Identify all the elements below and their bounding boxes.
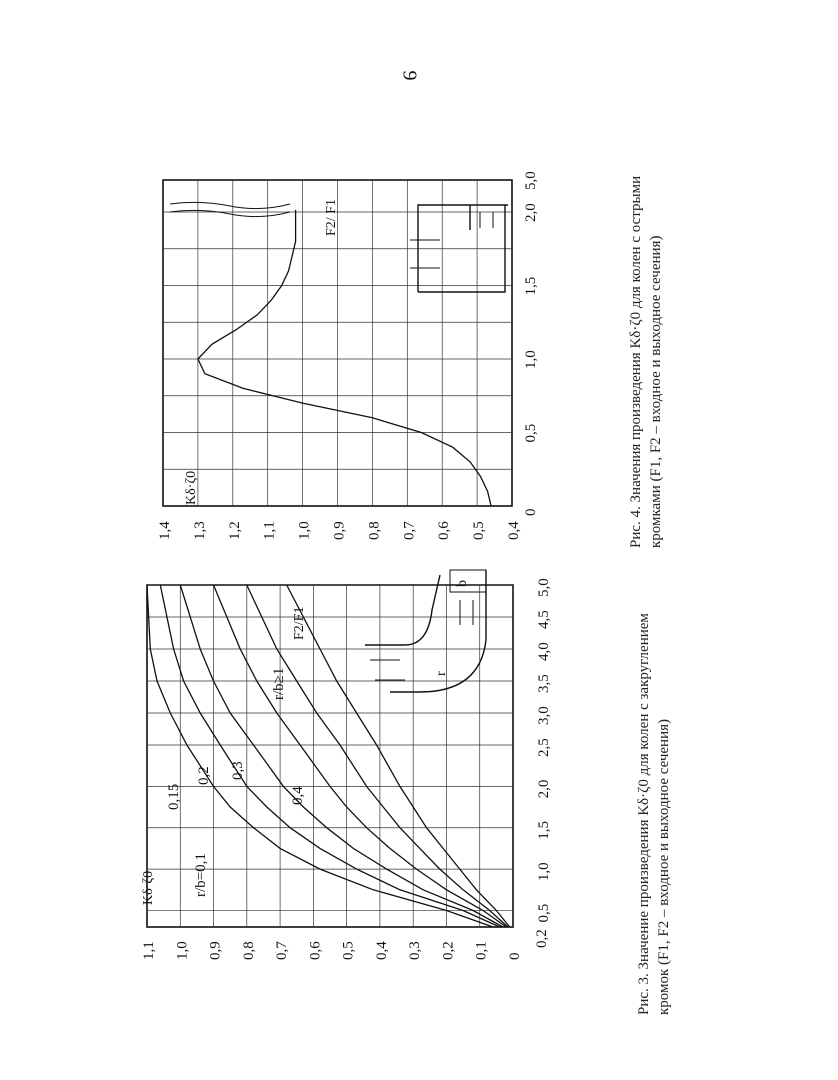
figure-3-y-tick: 0 (507, 952, 523, 960)
figure-4-y-tick: 0,6 (436, 521, 453, 540)
figure-3-y-tick-labels (141, 929, 550, 960)
figure-3-y-tick: 1,1 (141, 941, 157, 960)
figure-4-y-tick: 1,3 (191, 521, 208, 540)
figure-3-y-tick: 0,8 (240, 941, 257, 960)
figure-3-series-label: 0,3 (230, 761, 246, 780)
figure-3-y-tick: 0,1 (473, 941, 490, 960)
figure-4-chart (157, 171, 539, 540)
figure-3-corner-tick: 0,2 (534, 929, 550, 948)
figure-3-y-tick: 0,5 (340, 941, 357, 960)
figure-3-x-tick: 4,5 (536, 610, 552, 629)
figure-3-series-line (214, 585, 507, 927)
figure-3-series-line (180, 585, 503, 927)
figure-3-y-tick: 0,3 (407, 941, 424, 960)
figure-3-x-tick-labels (536, 578, 552, 922)
figure-4-x-tick: 0,5 (523, 423, 539, 443)
figure-3-x-tick: 0,5 (536, 903, 552, 923)
figure-3-chart (141, 570, 552, 960)
figure-4-y-tick: 0,7 (401, 521, 418, 540)
figure-4-y-tick: 0,9 (331, 521, 348, 540)
figure-3-series-label: r/b≥1 (271, 667, 287, 700)
figure-4-y-tick: 1,2 (226, 521, 243, 540)
figure-4-x-tick: 2,0 (523, 203, 539, 222)
figure-4-y-tick: 0,8 (366, 521, 383, 540)
figure-4-x-tick: 1,0 (523, 350, 539, 369)
figure-4-y-tick: 1,0 (296, 521, 313, 540)
page-number: 9 (398, 70, 421, 81)
figure-4-y-tick: 0,5 (471, 521, 488, 540)
figure-3-elbow-inset (365, 570, 486, 692)
figure-3-series-labels (166, 668, 306, 897)
figure-4-caption: Рис. 4. Значения произведения Kδ·ζ0 для колен с острыми кромками (F1, F2 – входное и выходное сечения) (628, 175, 664, 548)
figure-3-y-tick: 0,9 (207, 941, 224, 960)
figure-3-y-tick: 0,4 (373, 941, 390, 960)
figure-3-series-label: r/b=0,1 (193, 853, 209, 897)
figure-3-x-tick: 2,5 (536, 738, 552, 757)
figure-3-x-tick: 2,0 (536, 779, 552, 799)
figure-3-x-tick: 5,0 (536, 578, 552, 597)
figure-4-y-tick: 1,1 (261, 521, 278, 540)
figure-3-x-tick: 4,0 (536, 642, 552, 661)
figure-3-x-tick: 3,5 (536, 674, 552, 693)
figure-4-axis-break (170, 202, 290, 216)
figure-3-caption: Рис. 3. Значение произведения Kδ·ζ0 для колен с закруглением кромок (F1, F2 – входное и выходное сечения) (636, 613, 672, 1015)
figure-3-x-tick: 1,0 (536, 862, 552, 882)
figure-3-y-tick: 0,2 (440, 941, 457, 960)
figure-4-x-axis-label: F2/ F1 (324, 199, 339, 236)
figure-3-series-label: 0,2 (196, 766, 212, 785)
figure-3-y-tick: 1,0 (174, 941, 191, 960)
figure-4-curves (198, 210, 491, 506)
inset-label-r: r (434, 671, 449, 676)
figure-4-y-axis-label: Kδ·ζ0 (184, 470, 199, 505)
figure-3-x-axis-label: F2/F1 (292, 606, 307, 640)
figure-3-series-line (160, 585, 499, 927)
figure-4-x-tick: 0 (523, 508, 539, 516)
figure-4-y-tick: 0,4 (506, 521, 522, 540)
figure-4-y-tick-labels (157, 521, 522, 540)
figure-3-series-label: 0,15 (166, 783, 182, 810)
figure-4-series-line (198, 210, 491, 506)
figure-4-x-tick-labels (523, 171, 539, 516)
figure-4-x-tick: 5,0 (523, 171, 539, 190)
figure-3-y-tick: 0,7 (274, 941, 291, 960)
inset-label-b: b (455, 580, 470, 587)
figure-4-y-tick: 1,4 (157, 521, 173, 540)
figure-3-y-axis-label: Kδ·ζ0 (141, 870, 156, 905)
figure-4-x-tick: 1,5 (523, 276, 539, 296)
figure-3-x-tick: 1,5 (536, 820, 552, 840)
figure-3-series-line (247, 585, 508, 927)
figure-3-y-tick: 0,6 (307, 941, 324, 960)
figure-3-x-tick: 3,0 (536, 706, 552, 725)
figure-3-series-label: 0,4 (290, 786, 306, 805)
